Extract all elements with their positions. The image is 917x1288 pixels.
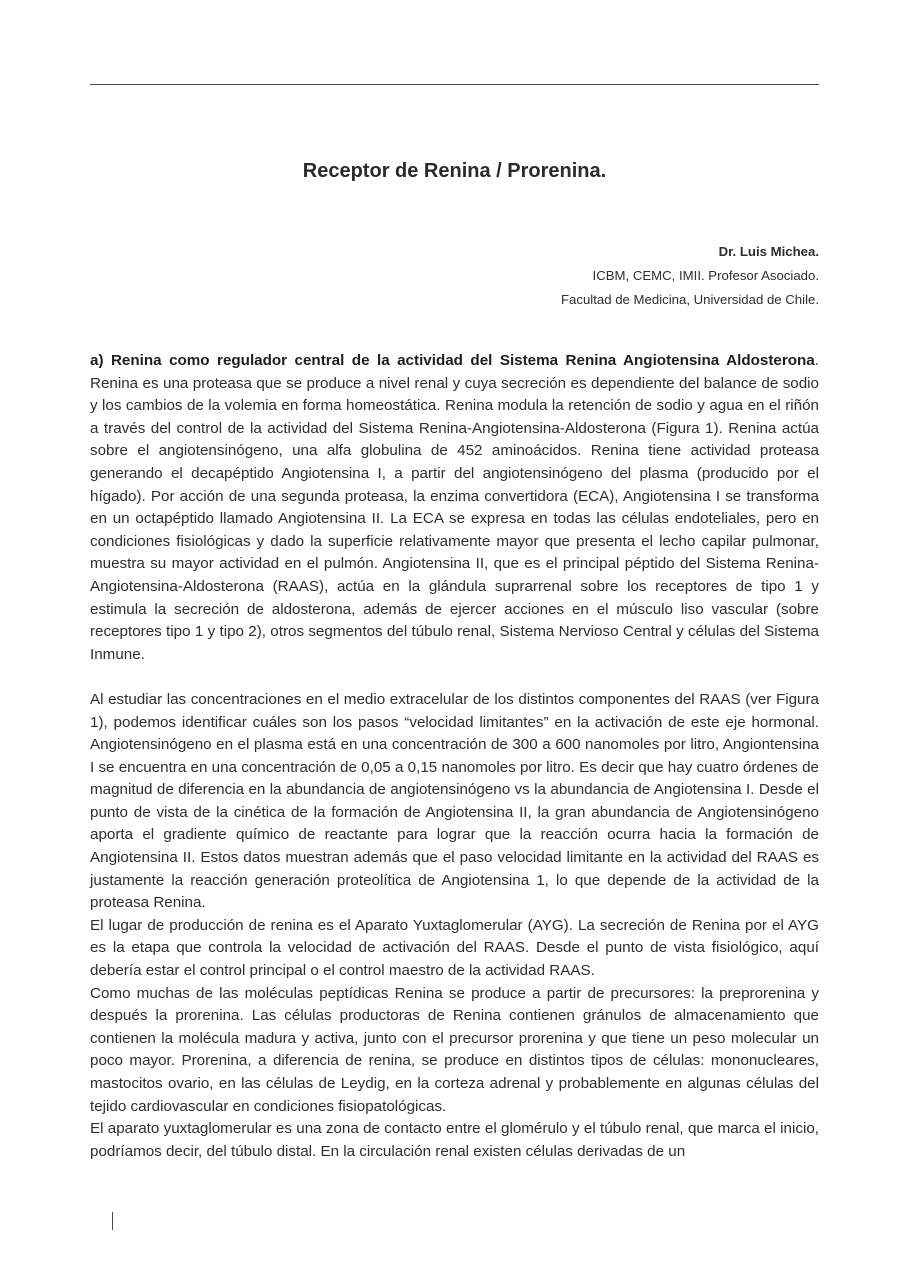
paragraph-juxtaglomerular: El aparato yuxtaglomerular es una zona de contacto entre el glomérulo y el túbulo renal, que marca el inicio, podríamos decir, del túbulo distal. En la circulación renal existen células derivadas de un — [90, 1120, 819, 1160]
section-a-heading-period: . — [814, 352, 819, 369]
page-title: Receptor de Renina / Prorenina. — [302, 160, 607, 182]
header-rule — [90, 84, 819, 85]
section-a-heading: a) Renina como regulador central de la actividad del Sistema Renina Angiotensina Aldosterona — [90, 352, 815, 369]
paragraph-concentrations: Al estudiar las concentraciones en el medio extracelular de los distintos componentes del RAAS (ver Figura 1), podemos identificar cuáles son los pasos “velocidad limitantes” en la activación de este eje hormonal. Angiotensinógeno en el plasma está en una concentración de 300 a 600 nanomoles por litro, Angiontensina I se encuentra en una concentración de 0,05 a 0,15 nanomoles por litro. Es decir que hay cuatro órdenes de magnitud de diferencia en la abundancia de angiotensinógeno vs la abundancia de Angiotensina I. Desde el punto de vista de la cinética de la formación de Angiotensina II, la gran abundancia de Angiotensinógeno aporta el gradiente químico de reactante para lograr que la reacción ocurra hacia la formación de Angiotensina II. Estos datos muestran además que el paso velocidad limitante en la actividad del RAAS es justamente la reacción generación proteolítica de Angiotensina 1, lo que depende de la actividad de la proteasa Renina. — [90, 690, 819, 912]
paragraph-spacer — [90, 666, 819, 689]
author-affiliation-1: ICBM, CEMC, IMII. Profesor Asociado. — [592, 268, 819, 283]
author-affiliation-2: Facultad de Medicina, Universidad de Chile. — [560, 292, 819, 307]
section-a-text: Renina es una proteasa que se produce a nivel renal y cuya secreción es dependiente del balance de sodio y los cambios de la volemia en forma homeostática. Renina modula la retención de sodio y agua en el riñón a través del control de la actividad del Sistema Renina-Angiotensina-Aldosterona (Figura 1). Renina actúa sobre el angiotensinógeno, una alfa globulina de 452 aminoácidos. Renina tiene actividad proteasa generando el decapéptido Angiotensina I, a partir del angiotensinógeno del plasma (producido por el hígado). Por acción de una segunda proteasa, la enzima convertidora (ECA), Angiotensina I se transforma en un octapéptido llamado Angiotensina II. La ECA se expresa en todas las células endoteliales, pero en condiciones fisiológicas y dado la superficie relativamente mayor que presenta el lecho capilar pulmonar, muestra su mayor actividad en el pulmón. Angiotensina II, que es el principal péptido del Sistema Renina-Angiotensina-Aldosterona (RAAS), actúa en la glándula suprarrenal sobre los receptores de tipo 1 y estimula la secreción de aldosterona, además de ejercer acciones en el músculo liso vascular (sobre receptores tipo 1 y tipo 2), otros segmentos del túbulo renal, Sistema Nervioso Central y células del Sistema Inmune. — [90, 374, 819, 663]
section-a-paragraph — [90, 350, 819, 666]
author-block — [561, 240, 819, 312]
page-margin-mark — [112, 1212, 113, 1230]
paragraph-ayg: El lugar de producción de renina es el Aparato Yuxtaglomerular (AYG). La secreción de Renina por el AYG es la etapa que controla la velocidad de activación del RAAS. Desde el punto de vista fisiológico, aquí debería estar el control principal o el control maestro de la actividad RAAS. — [90, 916, 819, 980]
article-body — [90, 350, 819, 1163]
paragraph-precursors: Como muchas de las moléculas peptídicas Renina se produce a partir de precursores: la preprorenina y después la prorenina. Las células productoras de Renina contienen gránulos de almacenamiento que contienen la molécula madura y activa, junto con el precursor prorenina y que tiene un peso molecular un poco mayor. Prorenina, a diferencia de renina, se produce en distintos tipos de células: mononucleares, mastocitos ovario, en las células de Leydig, en la corteza adrenal y probablemente en algunas células del tejido cardiovascular en condiciones fisiopatológicas. — [90, 984, 819, 1115]
author-name: Dr. Luis Michea. — [718, 244, 819, 259]
